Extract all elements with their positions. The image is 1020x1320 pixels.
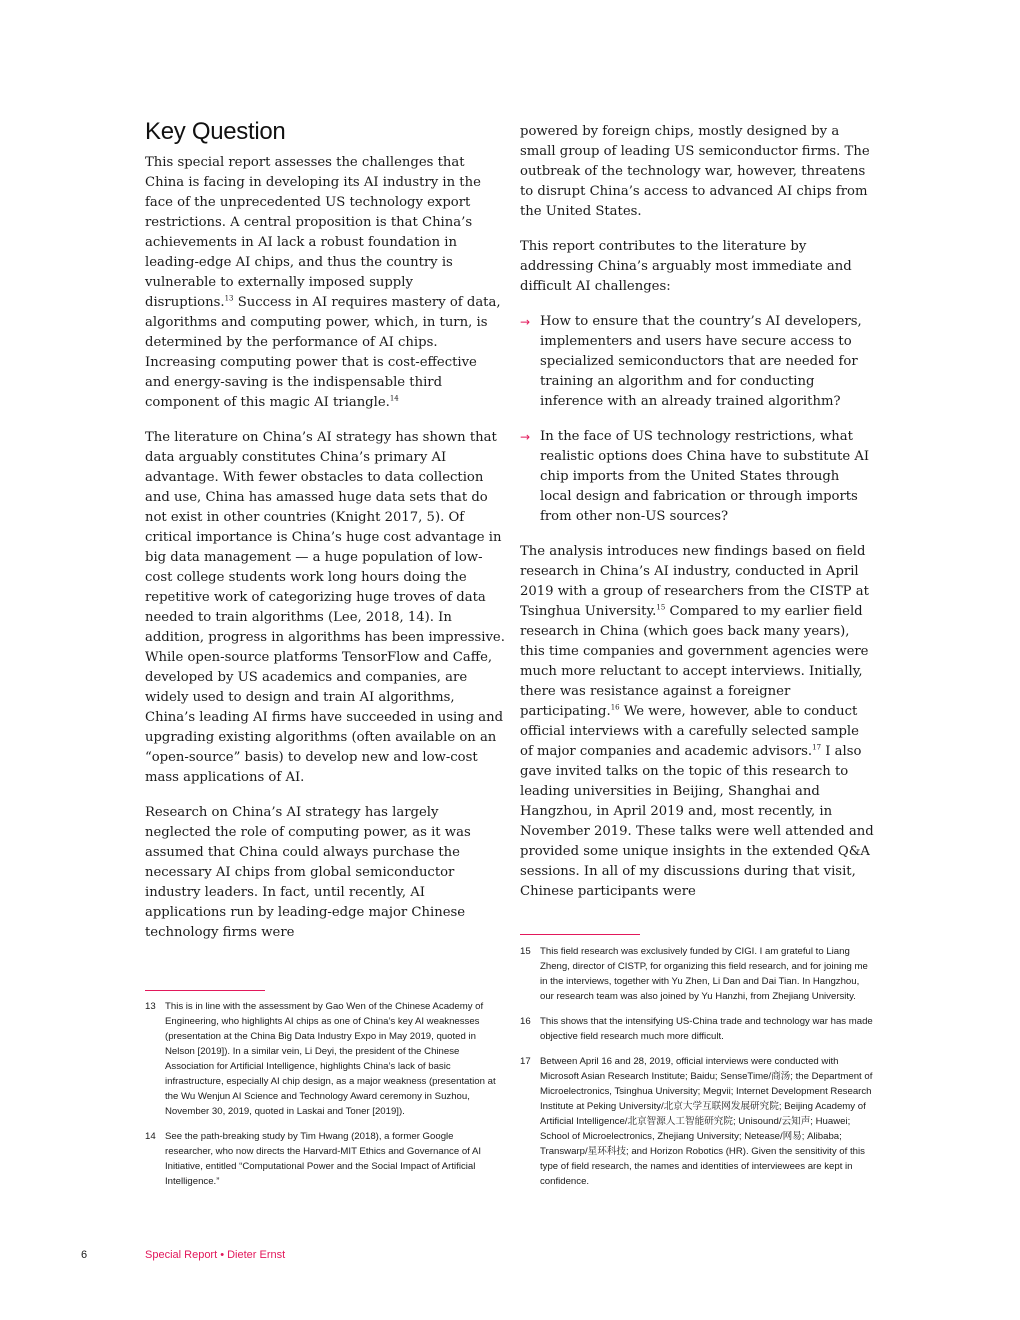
paragraph: The analysis introduces new findings based on field research in China’s AI industry, conducted in April 2019 with a group of researchers from the CISTP at Tsinghua University.$^{15}$ Compared to my earlier field research in China (which goes back many years), this time companies and government agencies were much more reluctant to accept interviews. Initially, there was resistance against a foreigner participating.$^{16}$ We were, however, able to conduct official interviews with a carefully selected sample of major companies and academic advisors.$^{17}$ I also gave invited talks on the topic of this research to leading universities in Beijing, Shanghai and Hangzhou, in April 2019 and, most recently, in November 2019. These talks were well attended and provided some unique insights in the extended Q&A sessions. In all of my discussions during that visit, Chinese participants were xyxy=(520,544,874,899)
footnote-text: Between April 16 and 28, 2019, official interviews were conducted with Microsoft Asian Research Institute; Baidu; SenseTime/商汤; the Department of Microelectronics, Tsinghua University; Megvii; Internet Development Research Institute at Peking University/北京大学互联网发展研究院; Beijing Academy of Artificial Intelligence/北京智源人工智能研究院; Unisound/云知声; Huawei; School of Microelectronics, Zhejiang University; Netease/网易; Alibaba; Transwarp/星环科技; and Horizon Robotics (HR). Given the sensitivity of this type of field research, the names and identities of interviewees are kept in confidence. xyxy=(540,1056,873,1187)
arrow-right-icon: → xyxy=(520,315,531,329)
right-column xyxy=(520,122,875,917)
footnote xyxy=(520,944,875,1004)
footnote-text: See the path-breaking study by Tim Hwang (2018), a former Google researcher, who now directs the Harvard-MIT Ethics and Governance of AI Initiative, entitled “Computational Power and the Social Impact of Artificial Intelligence.” xyxy=(165,1131,482,1187)
footnote-number: 15 xyxy=(520,946,531,957)
footnote-divider xyxy=(520,934,640,935)
footnote-ref[interactable]: 13 xyxy=(224,294,234,303)
list-item: → In the face of US technology restrictions, what realistic options does China have to substitute AI chip imports from the United States through local design and fabrication or through imports from other non-US sources? xyxy=(520,429,870,524)
arrow-right-icon: → xyxy=(520,430,531,444)
paragraph: powered by foreign chips, mostly designed by a small group of leading US semiconductor firms. The outbreak of the technology war, however, threatens to disrupt China’s access to advanced AI chips from the United States. xyxy=(520,124,870,219)
footnote-number: 17 xyxy=(520,1056,531,1067)
paragraph: This special report assesses the challenges that China is facing in developing its AI industry in the face of the unprecedented US technology export restrictions. A central proposition is that China’s achievements in AI lack a robust foundation in leading-edge AI chips, and thus the country is vulnerable to externally imposed supply disruptions.$^{13}$ Success in AI requires mastery of data, algorithms and computing power, which, in turn, is determined by the performance of AI chips. Increasing computing power that is cost-effective and energy-saving is the indispensable third component of this magic AI triangle.$^{14}$ xyxy=(145,155,501,410)
footnotes-left xyxy=(145,999,502,1199)
footnote xyxy=(145,1129,502,1189)
footnote xyxy=(520,1014,875,1044)
bullet-list xyxy=(520,312,875,527)
paragraph: Research on China’s AI strategy has largely neglected the role of computing power, as it was assumed that China could always purchase the necessary AI chips from global semiconductor industry leaders. In fact, until recently, AI applications run by leading-edge major Chinese technology firms were xyxy=(145,805,471,940)
footnotes-right xyxy=(520,944,875,1199)
footnote-number: 13 xyxy=(145,1001,156,1012)
section-heading: Key Question xyxy=(145,118,286,145)
footnote-number: 14 xyxy=(145,1131,156,1142)
footnote-divider xyxy=(145,990,265,991)
running-head: Special Report • Dieter Ernst xyxy=(145,1249,286,1261)
left-column xyxy=(145,117,505,958)
footnote xyxy=(520,1054,875,1189)
footnote-number: 16 xyxy=(520,1016,531,1027)
footnote-ref[interactable]: 17 xyxy=(812,743,822,752)
paragraph: The literature on China’s AI strategy has shown that data arguably constitutes China’s primary AI advantage. With fewer obstacles to data collection and use, China has amassed huge data sets that do not exist in other countries (Knight 2017, 5). Of critical importance is China’s huge cost advantage in big data management — a huge population of low-cost college students work long hours doing the repetitive work of categorizing huge troves of data needed to train algorithms (Lee, 2018, 14). In addition, progress in algorithms has been impressive. While open-source platforms TensorFlow and Caffe, developed by US academics and companies, are widely used to design and train AI algorithms, China’s leading AI firms have succeeded in using and upgrading existing algorithms (often available on an “open-source” basis) to develop new and low-cost mass applications of AI. xyxy=(145,430,505,785)
footnote-text: This is in line with the assessment by Gao Wen of the Chinese Academy of Engineering, who highlights AI chips as one of China’s key AI weaknesses (presentation at the China Big Data Industry Expo in May 2019, quoted in Nelson [2019]). In a similar vein, Li Deyi, the president of the Chinese Association for Artificial Intelligence, highlights China’s lack of basic infrastructure, especially AI chip design, as a major weakness (presentation at the Wu Wenjun AI Science and Technology Award ceremony in Suzhou, November 30, 2019, quoted in Laskai and Toner [2019]). xyxy=(165,1001,496,1117)
footnote-ref[interactable]: 16 xyxy=(610,703,620,712)
footnote-ref[interactable]: 15 xyxy=(656,603,666,612)
footnote-ref[interactable]: 14 xyxy=(389,394,399,403)
list-item: → How to ensure that the country’s AI developers, implementers and users have secure access to specialized semiconductors that are needed for training an algorithm and for conducting inference with an already trained algorithm? xyxy=(520,314,862,409)
footnote xyxy=(145,999,502,1119)
page-number: 6 xyxy=(81,1249,88,1261)
footnote-text: This shows that the intensifying US-China trade and technology war has made objective field research much more difficult. xyxy=(540,1016,873,1042)
footnote-text: This field research was exclusively funded by CIGI. I am grateful to Liang Zheng, director of CISTP, for organizing this field research, and for joining me in the interviews, together with Yu Zhen, Li Dan and Dai Tian. In Hangzhou, our research team was also joined by Yu Hanzhi, from Zhejiang University. xyxy=(540,946,868,1002)
paragraph: This report contributes to the literature by addressing China’s arguably most immediate and difficult AI challenges: xyxy=(520,239,852,294)
